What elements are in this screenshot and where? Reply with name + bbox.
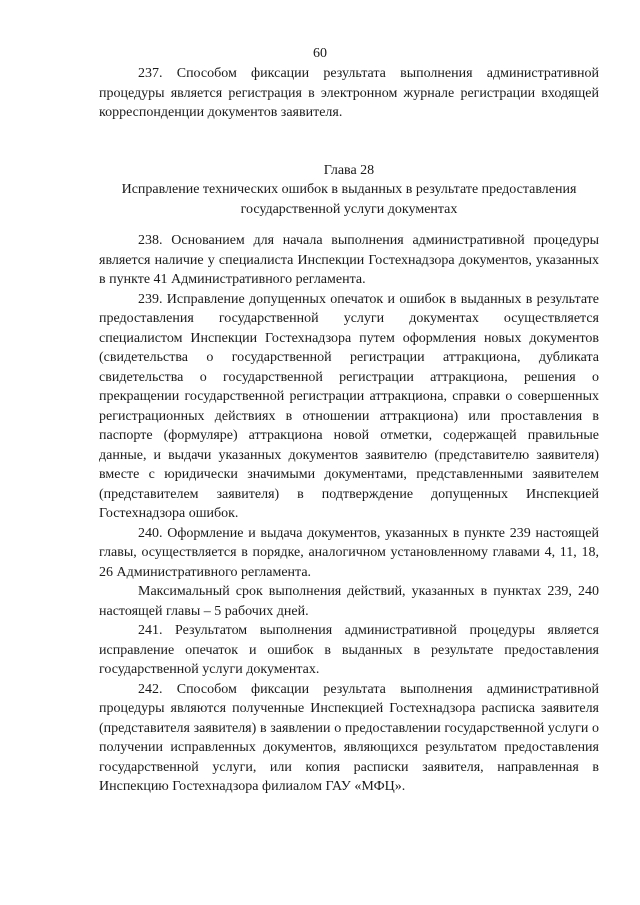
paragraph-242: 242. Способом фиксации результата выполнения административной процедуры являются полученные Инспекцией Гостехнадзора расписка заявителя (представителя заявителя) в заявлении о предоставлении государственной услуги о получении исправленных документов, являющихся результатом предоставления государственной услуги, или копия расписки заявителя, направленная в Инспекцию Гостехнадзора филиалом ГАУ «МФЦ». [99,681,599,794]
paragraph-239: 239. Исправление допущенных опечаток и ошибок в выданных в результате предоставления государственной услуги документах осуществляется специалистом Инспекции Гостехнадзора путем оформления новых документов (свидетельства о государственной регистрации аттракциона, дубликата свидетельства о государственной регистрации аттракциона, решения о прекращении государственной регистрации аттракциона, справки о совершенных регистрационных действиях в отношении аттракциона) или проставления в паспорте (формуляре) аттракциона новой отметки, содержащей правильные данные, и выдачи указанных документов заявителю (представителю заявителя) вместе с юридически значимыми документами, представленными заявителем (представителем заявителя) в подтверждение допущенных Инспекцией Гостехнадзора ошибок. [99,291,599,521]
paragraph-241: 241. Результатом выполнения административной процедуры является исправление опечаток и ошибок в выданных в результате предоставления государственной услуги документах. [99,623,599,677]
paragraph-238: 238. Основанием для начала выполнения административной процедуры является наличие у специалиста Инспекции Гостехнадзора документов, указанных в пункте 41 Административного регламента. [99,233,599,287]
paragraph-max-term: Максимальный срок выполнения действий, указанных в пунктах 239, 240 настоящей главы – 5 рабочих дней. [99,584,599,619]
document-body [99,64,599,797]
chapter-label: Глава 28 [323,162,375,178]
chapter-title: Исправление технических ошибок в выданных в результате предоставления государственной услуги документах [121,182,577,217]
paragraph-237: 237. Способом фиксации результата выполнения административной процедуры является регистрация в электронном журнале регистрации входящей корреспонденции документов заявителя. [99,66,599,120]
page-number: 60 [313,46,327,61]
chapter-heading [99,161,599,220]
paragraph-240: 240. Оформление и выдача документов, указанных в пункте 239 настоящей главы, осуществляется в порядке, аналогичном установленному главами 4, 11, 18, 26 Административного регламента. [99,525,599,580]
